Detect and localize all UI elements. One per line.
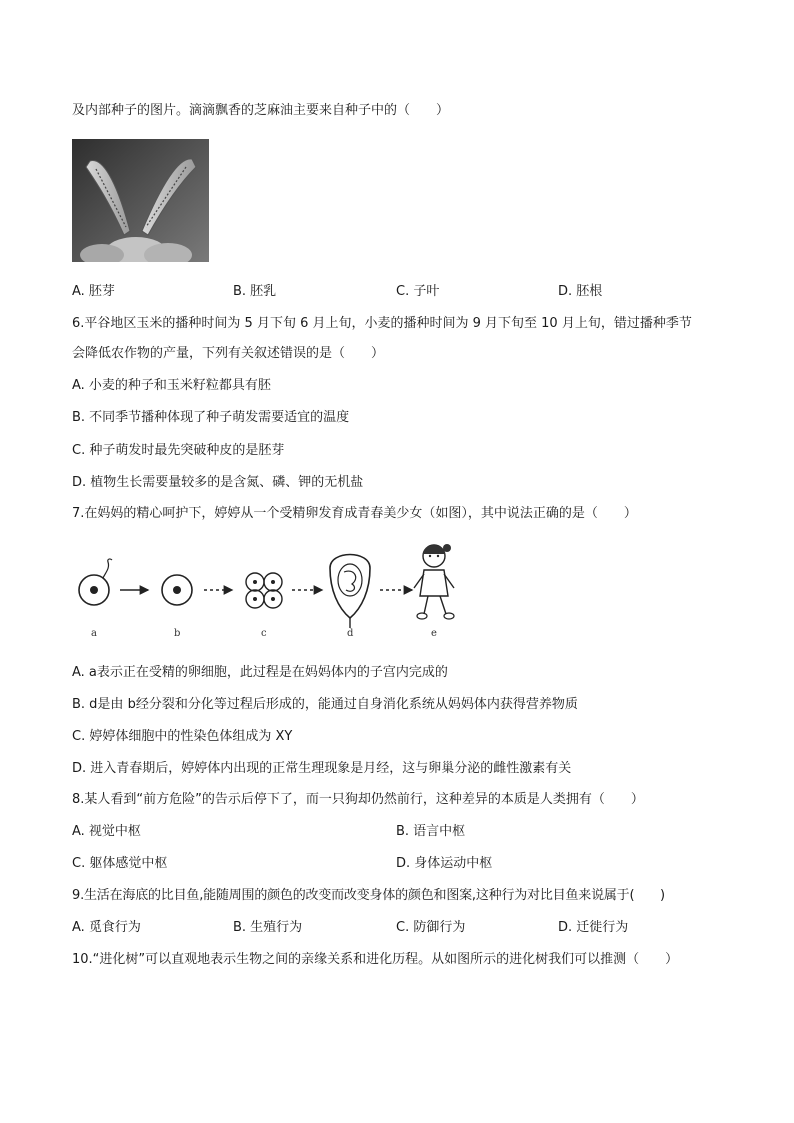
q9-option-c[interactable]: C. 防御行为 <box>396 920 466 935</box>
q7-option-a[interactable]: A. a表示正在受精的卵细胞，此过程是在妈妈体内的子宫内完成的 <box>72 665 448 680</box>
q8-option-d[interactable]: D. 身体运动中枢 <box>396 856 493 871</box>
q8-option-c[interactable]: C. 躯体感觉中枢 <box>72 856 168 871</box>
q5-option-d[interactable]: D. 胚根 <box>558 284 603 299</box>
q6-stem-line2: 会降低农作物的产量，下列有关叙述错误的是（ ） <box>72 346 385 361</box>
stage-b-zygote <box>162 575 192 605</box>
label-d: d <box>347 628 354 639</box>
q5-stem-tail: 及内部种子的图片。滴滴飘香的芝麻油主要来自种子中的（ ） <box>72 103 450 118</box>
stage-c-cell-division <box>246 573 282 608</box>
q7-option-b[interactable]: B. d是由 b经分裂和分化等过程后形成的，能通过自身消化系统从妈妈体内获得营养物质 <box>72 697 578 712</box>
stage-d-fetus <box>330 555 370 629</box>
q6-option-c[interactable]: C. 种子萌发时最先突破种皮的是胚芽 <box>72 443 285 458</box>
label-c: c <box>261 628 267 639</box>
q5-option-b[interactable]: B. 胚乳 <box>233 284 277 299</box>
q8-option-a[interactable]: A. 视觉中枢 <box>72 824 141 839</box>
q6-stem-line1: 6.平谷地区玉米的播种时间为 5 月下旬 6 月上旬，小麦的播种时间为 9 月下旬至 10 月上旬，错过播种季节 <box>72 316 692 331</box>
label-e: e <box>431 628 437 639</box>
stage-a-fertilization <box>79 559 112 605</box>
q8-option-b[interactable]: B. 语言中枢 <box>396 824 466 839</box>
q8-stem: 8.某人看到“前方危险”的告示后停下了，而一只狗却仍然前行，这种差异的本质是人类拥有（ ） <box>72 792 644 807</box>
q5-option-c[interactable]: C. 子叶 <box>396 284 440 299</box>
q6-option-b[interactable]: B. 不同季节播种体现了种子萌发需要适宜的温度 <box>72 410 350 425</box>
label-a: a <box>91 628 97 639</box>
q10-stem: 10.“进化树”可以直观地表示生物之间的亲缘关系和进化历程。从如图所示的进化树我们可以推测（ ） <box>72 952 679 967</box>
stage-e-girl <box>414 544 454 619</box>
q7-option-c[interactable]: C. 婷婷体细胞中的性染色体组成为 XY <box>72 729 293 744</box>
q6-option-a[interactable]: A. 小麦的种子和玉米籽粒都具有胚 <box>72 378 271 393</box>
q7-stem: 7.在妈妈的精心呵护下，婷婷从一个受精卵发育成青春美少女（如图），其中说法正确的是（ ） <box>72 506 637 521</box>
label-b: b <box>174 628 181 639</box>
sesame-pod-photo <box>72 139 209 262</box>
q6-option-d[interactable]: D. 植物生长需要量较多的是含氮、磷、钾的无机盐 <box>72 475 364 490</box>
q9-option-b[interactable]: B. 生殖行为 <box>233 920 303 935</box>
q9-stem: 9.生活在海底的比目鱼,能随周围的颜色的改变而改变身体的颜色和图案,这种行为对比目鱼来说属于( ) <box>72 888 665 903</box>
development-diagram <box>72 538 492 642</box>
q7-option-d[interactable]: D. 进入青春期后，婷婷体内出现的正常生理现象是月经，这与卵巢分泌的雌性激素有关 <box>72 761 572 776</box>
q5-option-a[interactable]: A. 胚芽 <box>72 284 115 299</box>
q9-option-d[interactable]: D. 迁徙行为 <box>558 920 629 935</box>
q9-option-a[interactable]: A. 觅食行为 <box>72 920 141 935</box>
